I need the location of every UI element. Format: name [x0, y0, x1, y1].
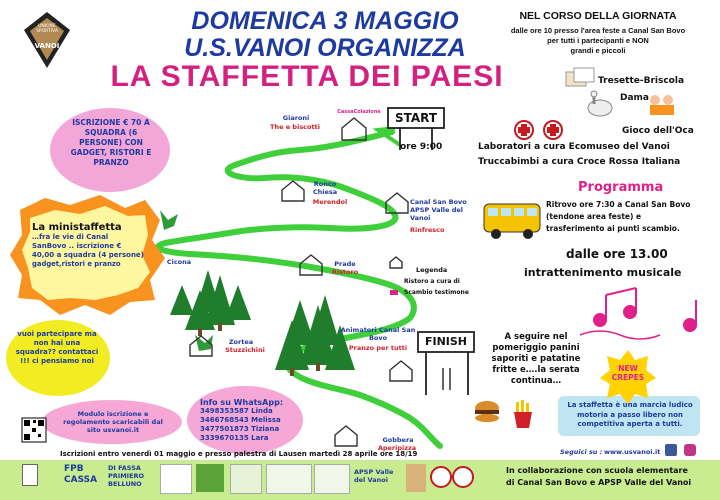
club-logo	[22, 10, 72, 70]
logo-text: SPORTIVA	[36, 29, 58, 34]
stop-sub: Rinfresco	[410, 226, 445, 234]
afternoon-line: A seguire nel	[504, 332, 568, 342]
game-label: Dama	[620, 93, 649, 103]
legend-title: Legenda	[416, 266, 448, 274]
legend-swatch	[390, 290, 398, 295]
comune-logo	[22, 464, 38, 486]
lab-line: Truccabimbi a cura Croce Rossa Italiana	[478, 157, 681, 167]
crepes-badge-line: NEW	[618, 364, 638, 373]
programma-line: Ritrovo ore 7:30 a Canal San Bovo	[546, 200, 691, 209]
whatsapp-contact: 3339670135 Lara	[200, 434, 269, 442]
logo-text: UNIONE	[38, 24, 56, 29]
sponsor-logo	[160, 464, 192, 494]
stop-label: Animatori Canal San Bovo	[340, 326, 416, 342]
modulo-text: Modulo iscrizione e regolamento scaricabili dal sito usvanoi.it	[63, 410, 163, 434]
legend-item: Ristoro a cura di	[404, 278, 460, 285]
cards-icon	[566, 68, 594, 86]
sponsor-logo	[314, 464, 350, 494]
crepes-badge-line: CREPES	[611, 373, 645, 382]
programma-title: Programma	[578, 180, 664, 195]
green-decor	[160, 210, 178, 230]
goose-icon	[588, 91, 612, 116]
school-bus-icon	[484, 204, 540, 239]
stop-label: Gobbera	[382, 436, 414, 444]
collab-line: In collaborazione con scuola elementare	[506, 466, 688, 475]
start-label: START	[394, 111, 438, 125]
stop-sub: Stuzzichini	[225, 346, 265, 354]
page-title	[160, 8, 490, 62]
stop-label: Giaroni	[282, 114, 310, 122]
afternoon-line: fritte e….la serata	[492, 365, 580, 375]
ministaffetta-body: …fra le vie di Canal SanBovo .. iscrizione € 40,00 a squadra (4 persone)	[32, 233, 144, 259]
sponsor-logo	[406, 464, 426, 492]
music-notes-icon	[580, 288, 696, 339]
sponsor-fpb-sub: DI FASSA PRIMIERO BELLUNO	[108, 464, 145, 488]
whatsapp-box	[200, 398, 300, 443]
start-time: ore 9:00	[400, 142, 443, 152]
apsp-label: APSP Valle del Vanoi	[354, 468, 394, 484]
stop-label: Ronco Chiesa	[312, 180, 338, 196]
sponsor-fpb: FPB CASSA	[64, 464, 98, 485]
finish-label: FINISH	[424, 335, 468, 348]
legend-item: Scambio testimone	[404, 289, 469, 296]
afternoon-line: pomeriggio panini	[492, 343, 580, 353]
stop-sub: Aperipizza	[377, 444, 417, 452]
whatsapp-contact: 3477501873 Tiziana	[200, 425, 280, 433]
day-title: NEL CORSO DELLA GIORNATA	[519, 10, 677, 22]
facebook-icon	[665, 444, 677, 456]
iscrizione-text: ISCRIZIONE € 70 A SQUADRA (6 PERSONE) CON GADGET, RISTORI E PRANZO	[70, 118, 152, 167]
footer-bar	[0, 458, 720, 500]
stop-label: CassaColazione	[337, 109, 381, 115]
seguici-label: Seguici su :	[560, 448, 603, 456]
kids-icon	[650, 95, 674, 115]
programma-line: (tendone area feste) e	[546, 212, 642, 221]
forest-left	[170, 270, 251, 336]
day-line: dalle ore 10 presso l'area feste a Canal San Bovo	[510, 26, 686, 35]
day-line: per tutti i partecipanti e NON	[547, 36, 649, 45]
stop-sub: Merendol	[312, 198, 348, 206]
stop-label: Zortea	[228, 338, 254, 346]
cutlery-icon	[443, 368, 450, 390]
marcia-text: La staffetta è una marcia ludico motoria a passo libero non competitiva aperta a tutti.	[567, 401, 693, 428]
stop-label: Canal San Bovo APSP Valle del Vanoi	[410, 198, 467, 222]
fries-icon	[514, 400, 532, 428]
seguici-site[interactable]: www.usvanoi.it	[604, 448, 661, 456]
stop-label: Cicona	[166, 258, 192, 266]
game-label: Gioco dell'Oca	[622, 126, 694, 136]
title-date: DOMENICA 3 MAGGIO	[191, 7, 459, 35]
ministaffetta-box	[32, 222, 144, 268]
iscrizioni-deadline: Iscrizioni entro venerdì 01 maggio e presso palestra di Lausen martedì 28 aprile ore 18/19	[60, 450, 418, 458]
stop-sub: Ristoro	[331, 268, 359, 276]
collab-line: di Canal San Bovo e APSP Valle del Vanoi	[506, 478, 692, 487]
burger-icon	[475, 401, 499, 422]
whatsapp-contact: 3466768543 Melissa	[200, 416, 281, 424]
music-time: dalle ore 13.00	[566, 247, 668, 261]
sponsor-logo	[266, 464, 312, 494]
day-section	[482, 10, 714, 56]
logo-text: VANOI	[34, 42, 60, 50]
red-cross-icon	[515, 121, 562, 139]
stop-sub: Pranzo per tutti	[348, 344, 408, 352]
sponsor-logo	[196, 464, 224, 492]
game-label: Tresette-Briscola	[598, 76, 685, 86]
sponsor-logo	[230, 464, 262, 494]
red-cross-icon	[452, 466, 474, 488]
afternoon-text	[490, 332, 582, 387]
team-text: vuoi partecipare ma non hai una squadra?? contattaci !!! ci pensiamo noi	[15, 330, 99, 365]
qr-code	[22, 418, 46, 442]
lab-line: Laboratori a cura Ecomuseo del Vanoi	[478, 142, 670, 152]
red-cross-icon	[430, 466, 452, 488]
whatsapp-title: Info su WhatsApp:	[200, 398, 284, 407]
event-title: LA STAFFETTA DEI PAESI	[110, 60, 504, 93]
whatsapp-contact: 3498353587 Linda	[200, 407, 273, 415]
programma-line: trasferimento ai punti scambio.	[546, 224, 680, 233]
stop-label: Prade	[334, 260, 356, 268]
ministaffetta-title: La ministaffetta	[32, 222, 122, 233]
day-line: grandi e piccoli	[570, 46, 626, 55]
music-line: intrattenimento musicale	[524, 266, 682, 279]
afternoon-line: saporiti e patatine	[491, 354, 581, 364]
afternoon-line: continua…	[510, 376, 562, 386]
title-organizer: U.S.VANOI ORGANIZZA	[184, 34, 466, 62]
crepes-badge	[602, 364, 654, 382]
stop-sub: The e biscotti	[270, 123, 320, 131]
instagram-icon	[684, 444, 696, 456]
ministaffetta-extra: gadget,ristori e pranzo	[32, 260, 121, 268]
